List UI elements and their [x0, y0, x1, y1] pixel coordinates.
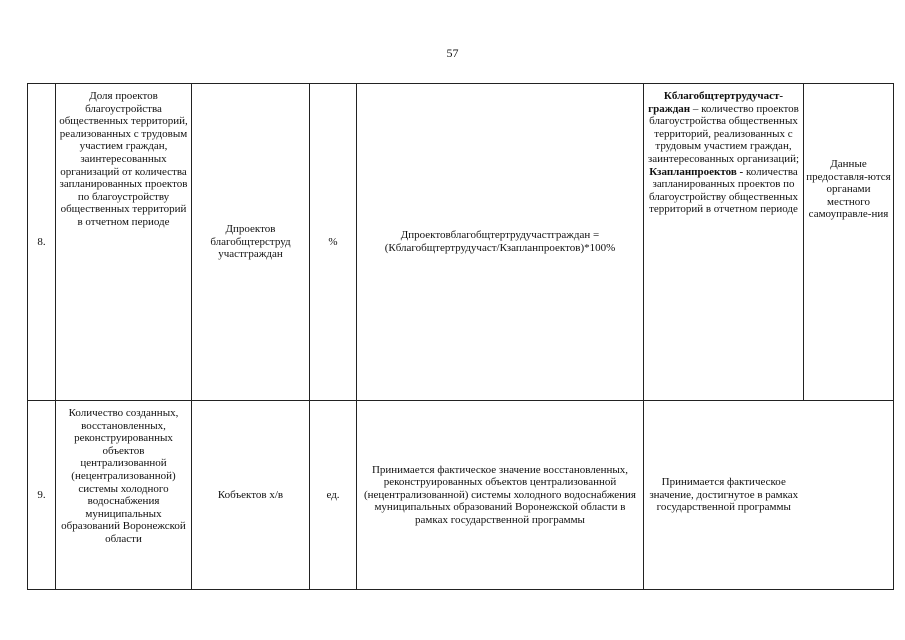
parameters-cell: Принимается фактическое значение, достигнутое в рамках государственной программы	[644, 401, 804, 590]
row-number: 9.	[28, 401, 56, 590]
param-variable-1: Кблагобщтертрудучаст-граждан	[648, 90, 784, 115]
param-description-2: количества запланированных проектов по благоустройству общественных территорий в отчетном периоде	[648, 165, 799, 216]
indicator-symbol-cell: Кобъектов х/в	[192, 401, 310, 590]
data-source-cell: Данные предоставля-ются органами местного самоуправле-ния	[804, 84, 894, 401]
page-number: 57	[446, 46, 459, 60]
indicator-table	[27, 83, 894, 590]
indicator-name-cell: Доля проектов благоустройства общественных территорий, реализованных с трудовым участием граждан, заинтересованных организаций от количества запланированных проектов по благоустройству общественных территорий в отчетном периоде	[56, 84, 192, 401]
unit-cell: %	[310, 84, 357, 401]
table-row	[28, 84, 894, 401]
data-source-cell	[804, 401, 894, 590]
parameters-cell	[644, 84, 804, 401]
unit-cell: ед.	[310, 401, 357, 590]
table-row	[28, 401, 894, 590]
row-number: 8.	[28, 84, 56, 401]
formula-cell: Принимается фактическое значение восстановленных, реконструированных объектов централизованной (нецентрализованной) системы холодного водоснабжения муниципальных образований Воронежской области в рамках государственной программы	[357, 401, 644, 590]
param-description-1: – количество проектов благоустройства общественных территорий, реализованных с трудовым участием граждан, заинтересованных организаций;	[647, 102, 800, 165]
formula-cell: Дпроектовблагобщтертрудучастграждан = (Кблагобщтертрудучаст/Кзапланпроектов)*100%	[357, 84, 644, 401]
indicator-symbol-cell: Дпроектов благобщтерструд участграждан	[192, 84, 310, 401]
indicator-name-cell: Количество созданных, восстановленных, реконструированных объектов централизованной (нецентрализованной) системы холодного водоснабжения муниципальных образований Воронежской области	[56, 401, 192, 590]
param-variable-2: Кзапланпроектов -	[649, 165, 744, 178]
